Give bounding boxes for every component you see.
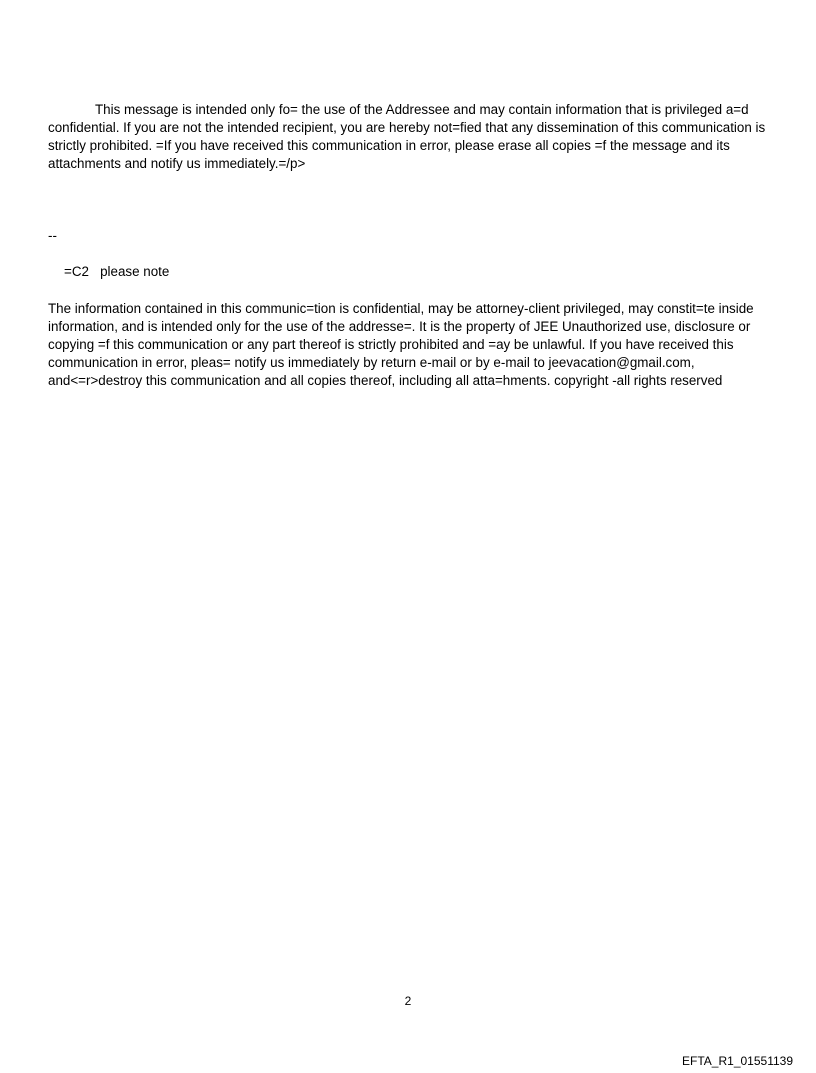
legal-disclaimer-paragraph: The information contained in this communic=tion is confidential, may be attorney-client privileged, may constit=te inside information, and is intended only for the use of the addresse=. It is the property of JEE Unauthorized use, disclosure or copying =f this communication or any part thereof is strictly prohibited and =ay be unlawful. If you have received this communication in error, pleas= notify us immediately by return e-mail or by e-mail to jeevacation@gmail.com, and<=r>destroy this communication and all copies thereof, including all atta=hments. copyright -all rights reserved bbox=[48, 301, 754, 388]
page-number: 2 bbox=[404, 994, 412, 1008]
bates-number: EFTA_R1_01551139 bbox=[682, 1054, 793, 1068]
confidentiality-paragraph: This message is intended only fo= the use of the Addressee and may contain information that is privileged a=d confidential. If you are not the intended recipient, you are hereby not=fied that any dissemination of this communication is strictly prohibited. =If you have received this communication in error, please erase all copies =f the message and its attachments and notify us immediately.=/p> bbox=[48, 102, 766, 171]
please-note-line: =C2 please note bbox=[64, 264, 170, 279]
signature-separator: -- bbox=[48, 228, 57, 243]
